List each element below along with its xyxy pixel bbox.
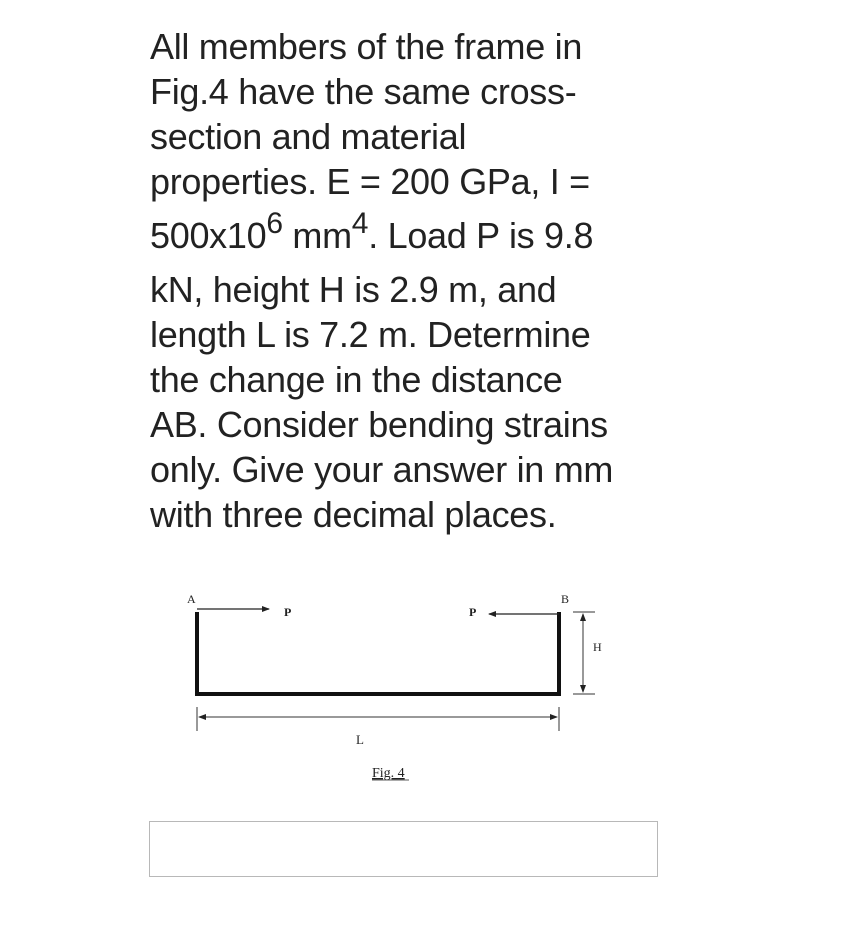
exponent-four: 4: [351, 207, 369, 240]
question-line-2: Fig.4 have the same cross-: [150, 71, 577, 112]
answer-input[interactable]: [149, 821, 658, 877]
question-line-9: AB. Consider bending strains: [150, 404, 608, 445]
question-line-6: kN, height H is 2.9 m, and: [150, 269, 557, 310]
label-b: B: [561, 592, 570, 606]
question-line-1: All members of the frame in: [150, 26, 583, 67]
question-line-10: only. Give your answer in mm: [150, 449, 614, 490]
figure-caption: Fig. 4: [372, 766, 405, 781]
frame-figure: [170, 585, 620, 790]
exponent-six: 6: [266, 207, 283, 240]
question-line-7: length L is 7.2 m. Determine: [150, 314, 591, 355]
question-line-4: properties. E = 200 GPa, I =: [150, 161, 590, 202]
moment-of-inertia-base: 500x10: [150, 215, 267, 256]
load-text: . Load P is 9.8: [368, 215, 594, 256]
unit-mm: mm: [282, 215, 352, 256]
question-line-5: [150, 204, 670, 267]
label-p-left: P: [284, 605, 292, 619]
label-a: A: [187, 592, 196, 606]
label-p-right: P: [469, 605, 477, 619]
question-line-3: section and material: [150, 116, 467, 157]
question-text: [150, 24, 670, 537]
frame-members: [197, 612, 559, 694]
label-h: H: [593, 640, 602, 654]
question-line-8: the change in the distance: [150, 359, 563, 400]
label-l: L: [356, 732, 364, 747]
question-line-11: with three decimal places.: [150, 494, 557, 535]
